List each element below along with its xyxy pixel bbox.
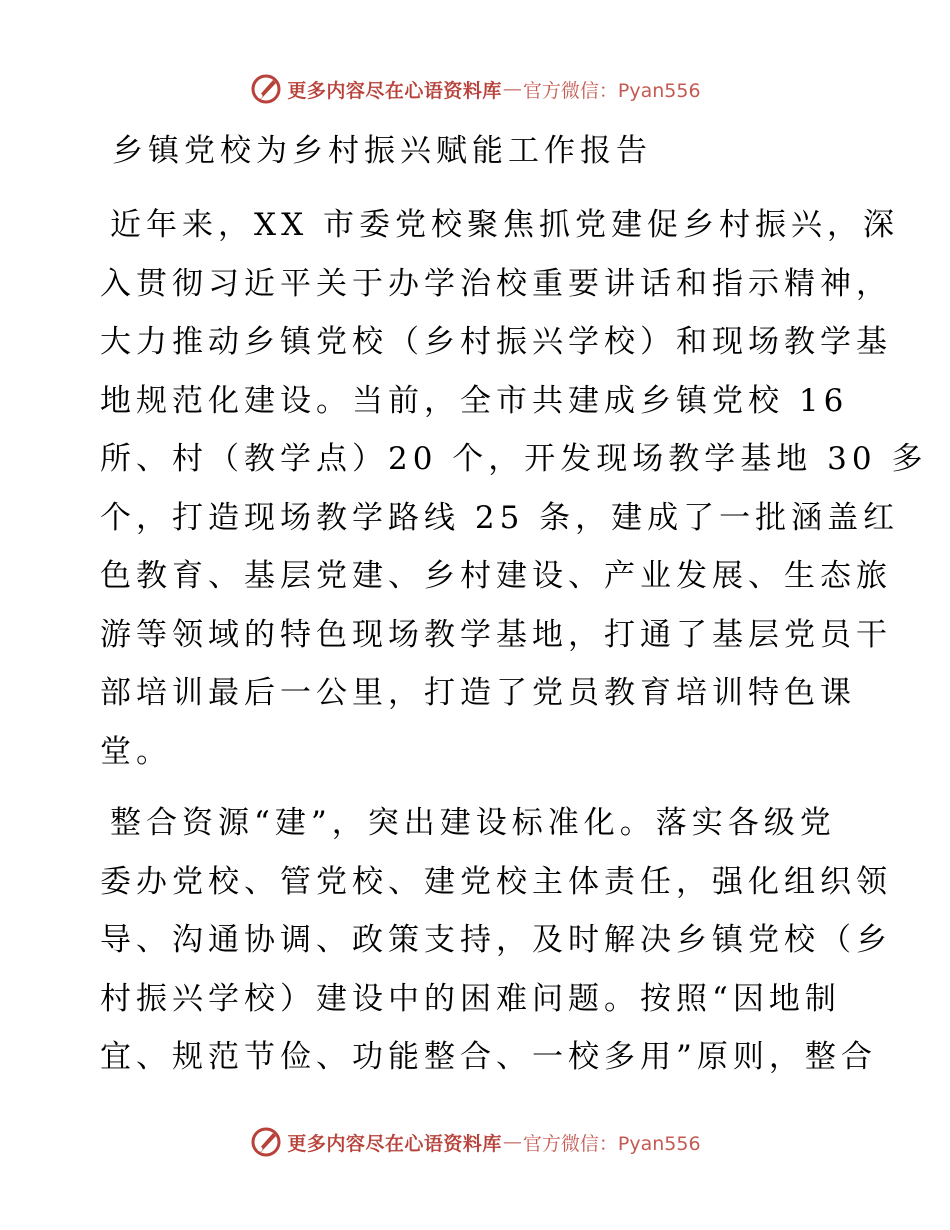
paragraph-1 xyxy=(100,196,928,781)
paragraph-line: 导、沟通协调、政策支持，及时解决乡镇党校（乡 xyxy=(100,922,892,958)
footer-watermark xyxy=(0,1125,950,1159)
paragraph-line: 宜、规范节俭、功能整合、一校多用”原则，整合 xyxy=(100,1039,877,1075)
paragraph-2 xyxy=(100,794,892,1087)
paragraph-line: 所、村（教学点）20 个，开发现场教学基地 30 多 xyxy=(100,441,928,477)
paragraph-line: 村振兴学校）建设中的困难问题。按照“因地制 xyxy=(100,980,841,1017)
paragraph-line: 大力推动乡镇党校（乡村振兴学校）和现场教学基 xyxy=(100,324,892,360)
watermark-separator: — xyxy=(502,1131,522,1153)
quill-seal-icon xyxy=(249,72,283,106)
paragraph-line: 近年来，XX 市委党校聚焦抓党建促乡村振兴，深 xyxy=(110,207,899,243)
watermark-site-name: 更多内容尽在心语资料库 xyxy=(287,79,502,102)
paragraph-line: 委办党校、管党校、建党校主体责任，强化组织领 xyxy=(100,863,892,900)
quill-seal-icon xyxy=(249,1125,283,1159)
paragraph-line: 入贯彻习近平关于办学治校重要讲话和指示精神， xyxy=(100,265,892,302)
watermark-separator: — xyxy=(502,78,522,100)
header-watermark xyxy=(0,72,950,106)
document-title: 乡镇党校为乡村振兴赋能工作报告 xyxy=(112,133,652,169)
paragraph-line: 色教育、基层党建、乡村建设、产业发展、生态旅 xyxy=(100,558,892,594)
paragraph-line: 个，打造现场教学路线 25 条，建成了一批涵盖红 xyxy=(100,499,900,536)
watermark-site-name: 更多内容尽在心语资料库 xyxy=(287,1132,502,1155)
paragraph-line: 地规范化建设。当前，全市共建成乡镇党校 16 xyxy=(100,382,849,419)
paragraph-line: 游等领域的特色现场教学基地，打通了基层党员干 xyxy=(100,616,892,653)
paragraph-line: 整合资源“建”，突出建设标准化。落实各级党 xyxy=(110,805,836,841)
watermark-wechat: 官方微信：Pyan556 xyxy=(522,1132,701,1155)
watermark-wechat: 官方微信：Pyan556 xyxy=(522,79,701,102)
paragraph-line: 部培训最后一公里，打造了党员教育培训特色课 xyxy=(100,675,856,711)
paragraph-line: 堂。 xyxy=(100,733,172,770)
